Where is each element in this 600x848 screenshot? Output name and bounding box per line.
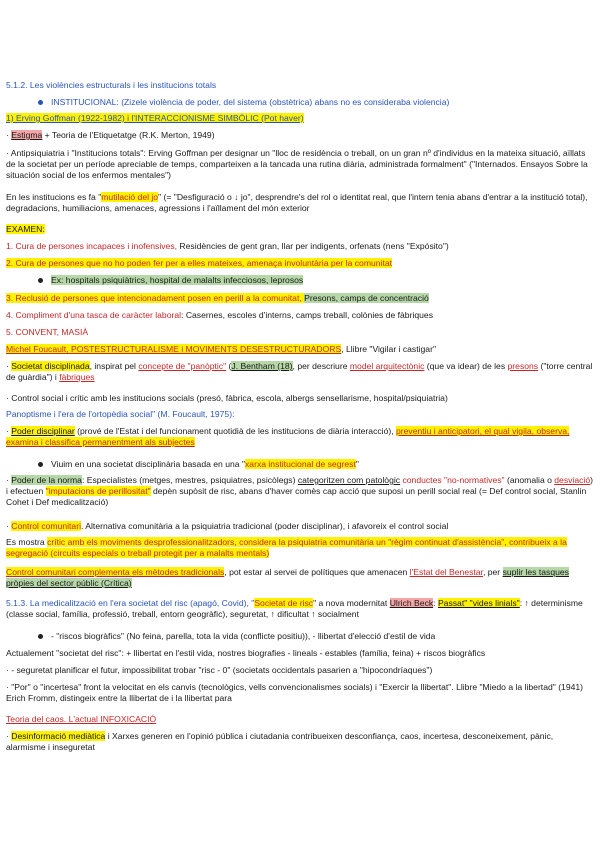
- bullet-icon: [38, 278, 43, 283]
- bullet-icon: [38, 462, 43, 467]
- exam-item-2-example: Ex: hospitals psiquiàtrics, hospital de malalts infecciosos, leprosos: [6, 275, 594, 286]
- seguretat-line: · - seguretat planificar el futur, impossibilitat trobar "risc - 0" (societats occidentals pasarien a "hipocondríaques"): [6, 665, 433, 675]
- desinformacio-paragraph: · Desinformació mediàtica i Xarxes generen en l'opinió pública i ciutadania contribueixen desconfiança, caos, incertesa, desconeixement, pànic, alarmisme i inseguretat: [6, 731, 554, 752]
- foucault-heading: Michel Foucault, POSTESTRUCTURALISME i MOVIMENTS DESESTRUCTURADORS, Llibre "Vigilar i castigar": [6, 344, 437, 354]
- control-comunitari-complementa-paragraph: Control comunitari complementa els mètodes tradicionals, pot estar al servei de polítiques que amenacen l'Estat del Benestar, per suplir les tasques pròpies del sector públic (Crítica): [6, 567, 569, 588]
- bullet-icon: [38, 634, 43, 639]
- control-comunitari-line: · Control comunitari. Alternativa comunitària a la psiquiatria tradicional (poder disciplinar), i afavoreix el control social: [6, 521, 449, 531]
- medicalitzacio-paragraph: 5.1.3. La medicalització en l'era societat del risc (apagó, Covid), "Societat de risc" a nova modernitat Ulrich Beck: Passat" "vides linials": ↑ determinisme (classe social, família, professió, treball, entorn geogràfic), seguretat, ↑ dificultat ↑ socialment: [6, 598, 583, 619]
- mutilacio-paragraph: En les institucions es fa "mutilació del jo" (= "Desfiguració o ↓ jo", desprendre's del rol o identitat real, que l'intern tenia abans d'entrar a la institució total), degradacions, humiliacions, amenaces, agressions i l'aïllament del món exterior: [6, 192, 588, 213]
- exam-item-2: 2. Cura de persones que no ho poden fer per a elles mateixes, amenaça involuntària per la comunitat: [6, 258, 392, 268]
- estigma-line: · Estigma + Teoria de l'Etiquetatge (R.K. Merton, 1949): [6, 130, 215, 140]
- bullet-icon: [38, 100, 43, 105]
- poder-disciplinar-paragraph: · Poder disciplinar (prové de l'Estat i del funcionament quotidià de les institucions de diària interacció), preventiu i anticipatori, el qual vigila, observa, examina i classifica permanentment als subjectes: [6, 426, 570, 447]
- riscos-biografics-line: - "riscos biogràfics" (No feina, parella, tota la vida (conflicte positiu)), - llibertat d'elecció d'estil de vida: [6, 631, 594, 642]
- antipsiquiatria-paragraph: · Antipsiquiatria i "Institucions totals": Erving Goffman per designar un "lloc de residència o treball, on un gran nº d'individus en la mateixa situació, aïllats de la societat per un període apreciable de temps, comparteixen a la tancada una rutina diària, administrada formalment" ("Internados. Ensayos Sobre la situación social de los enfermos mentales"): [6, 148, 588, 180]
- exam-item-4: 4. Compliment d'una tasca de caràcter laboral: Casernes, escoles d'interns, camps treball, colònies de fàbriques: [6, 310, 433, 320]
- por-incertesa-paragraph: · "Por" o "incertesa" front la velocitat en els canvis (tecnològics, vells convencionalismes socials) i "Exercir la llibertat". Llibre "Miedo a la libertad" (1941) Erich Fromm, distingeix entre la llibertat de i la llibertat para: [6, 682, 584, 703]
- control-social-line: · Control social i crític amb les institucions socials (presó, fàbrica, escola, albergs sensellarisme, hospital/psiquiatria): [6, 393, 448, 403]
- examen-label: EXAMEN:: [6, 224, 45, 234]
- teoria-caos-heading: Teoria del caos. L'actual INFOXICACIÓ: [6, 714, 157, 724]
- actualment-line: Actualement "societat del risc": + llibertat en l'estil vida, nostres biografies - lineals - estables (família, feina) + riscos biogràfics: [6, 648, 486, 658]
- es-mostra-paragraph: Es mostra crític amb els moviments desprofessionalitzadors, considera la psiquiatria comunitària un "règim continuat d'assistència", contribueix a la segregació (circuits especials o treball protegit per a malalts mentals): [6, 537, 567, 558]
- bullet-institucional: INSTITUCIONAL: (Zizele violència de poder, del sistema (obstètrica) abans no es consideraba violencia): [6, 97, 594, 108]
- exam-item-3: 3. Reclusió de persones que intencionadament posen en perill a la comunitat, Presons, camps de concentració: [6, 293, 429, 303]
- panoptisme-heading: Panoptisme i l'era de l'ortopèdia social" (M. Foucault, 1975):: [6, 409, 235, 419]
- exam-item-1: 1. Cura de persones incapaces i inofensives, Residències de gent gran, llar per indigents, orfenats (nens "Expósito"): [6, 241, 449, 251]
- xarxa-institucional-line: Viuim en una societat disciplinària basada en una "xarxa institucional de segrest": [6, 459, 594, 470]
- section-heading-5-1-2: 5.1.2. Les violències estructurals i les institucions totals: [6, 80, 217, 90]
- exam-item-5: 5. CONVENT, MASIÀ: [6, 327, 89, 337]
- poder-norma-paragraph: · Poder de la norma: Especialistes (metges, mestres, psiquiatres, psicòlegs) categoritzen com patològic conductes "no-normatives" (anomalia o desviació) i efectuen "imputacions de perillositat" depèn supòsit de risc, abans d'haver comès cap acció que suposi un perill social real (= Def control social, Stanlin Cohet i Def medicalització): [6, 475, 593, 507]
- goffman-heading: 1) Erving Goffman (1922-1982) i l'INTERACCIONISME SIMBÒLIC (Pot haver): [6, 113, 304, 123]
- societat-disciplinada-paragraph: · Societat disciplinada, inspirat pel concepte de "panòptic" (J. Bentham (18), per descriure model arquitectònic (que va idear) de les presons ("torre central de guàrdia") i fàbriques: [6, 361, 593, 382]
